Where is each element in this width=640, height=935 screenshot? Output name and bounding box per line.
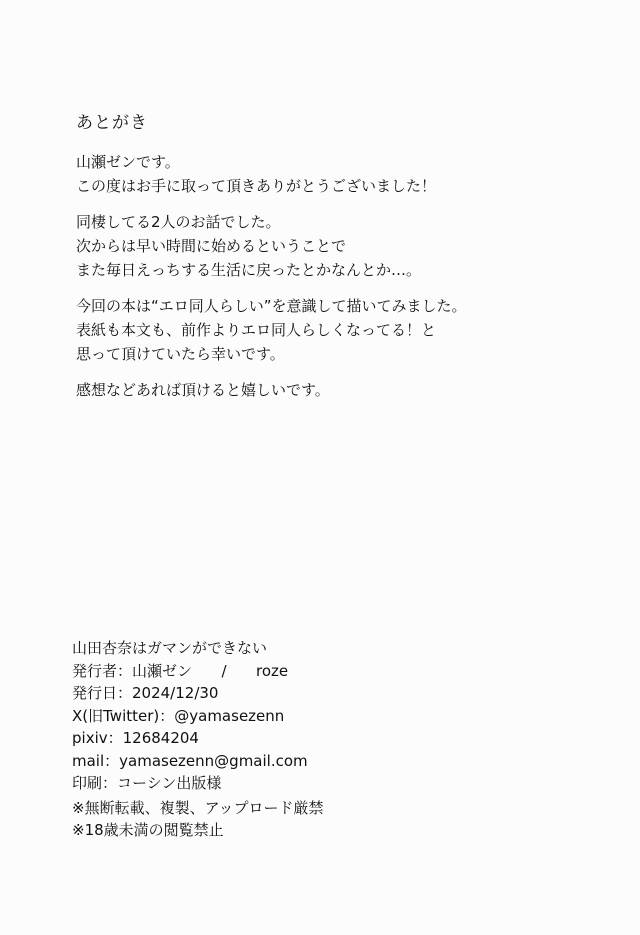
afterword-line: 感想などあれば頂けると嬉しいです。 <box>76 381 330 399</box>
afterword-paragraph-3 <box>76 294 467 366</box>
afterword-paragraph-1 <box>76 150 436 198</box>
afterword-paragraph-2 <box>76 210 421 282</box>
colophon <box>72 637 308 795</box>
book-title: 山田杏奈はガマンができない <box>72 639 268 657</box>
printer: 印刷：コーシン出版様 <box>72 774 222 792</box>
issue-date: 発行日：2024/12/30 <box>72 684 219 702</box>
publisher-label: 発行者：山瀬ゼン <box>72 661 193 680</box>
afterword-line: 思って頂けていたら幸いです。 <box>76 345 285 363</box>
afterword-line: 山瀬ゼンです。 <box>76 153 180 171</box>
publisher-separator: / <box>221 661 227 680</box>
afterword-paragraph-4 <box>76 378 330 402</box>
notices <box>72 797 324 841</box>
afterword-line: 今回の本は“エロ同人らしい”を意識して描いてみました。 <box>76 297 467 315</box>
afterword-line: 表紙も本文も、前作よりエロ同人らしくなってる！と <box>76 321 437 339</box>
afterword-title: あとがき <box>76 113 148 133</box>
mail-address: mail：yamasezenn@gmail.com <box>72 751 308 770</box>
age-restriction-notice: ※18歳未満の閲覧禁止 <box>72 821 224 839</box>
afterword-line: また毎日えっちする生活に戻ったとかなんとか…。 <box>76 261 422 279</box>
twitter-handle: X(旧Twitter)：@yamasezenn <box>72 706 285 725</box>
reproduction-notice: ※無断転載、複製、アップロード厳禁 <box>72 799 324 817</box>
publisher-circle: roze <box>256 661 289 680</box>
publisher-line <box>72 660 308 683</box>
afterword-line: 次からは早い時間に始めるということで <box>76 237 347 255</box>
pixiv-id: pixiv：12684204 <box>72 729 199 747</box>
afterword-line: 同棲してる2人のお話でした。 <box>76 213 281 231</box>
afterword-line: この度はお手に取って頂きありがとうございました！ <box>76 177 437 195</box>
